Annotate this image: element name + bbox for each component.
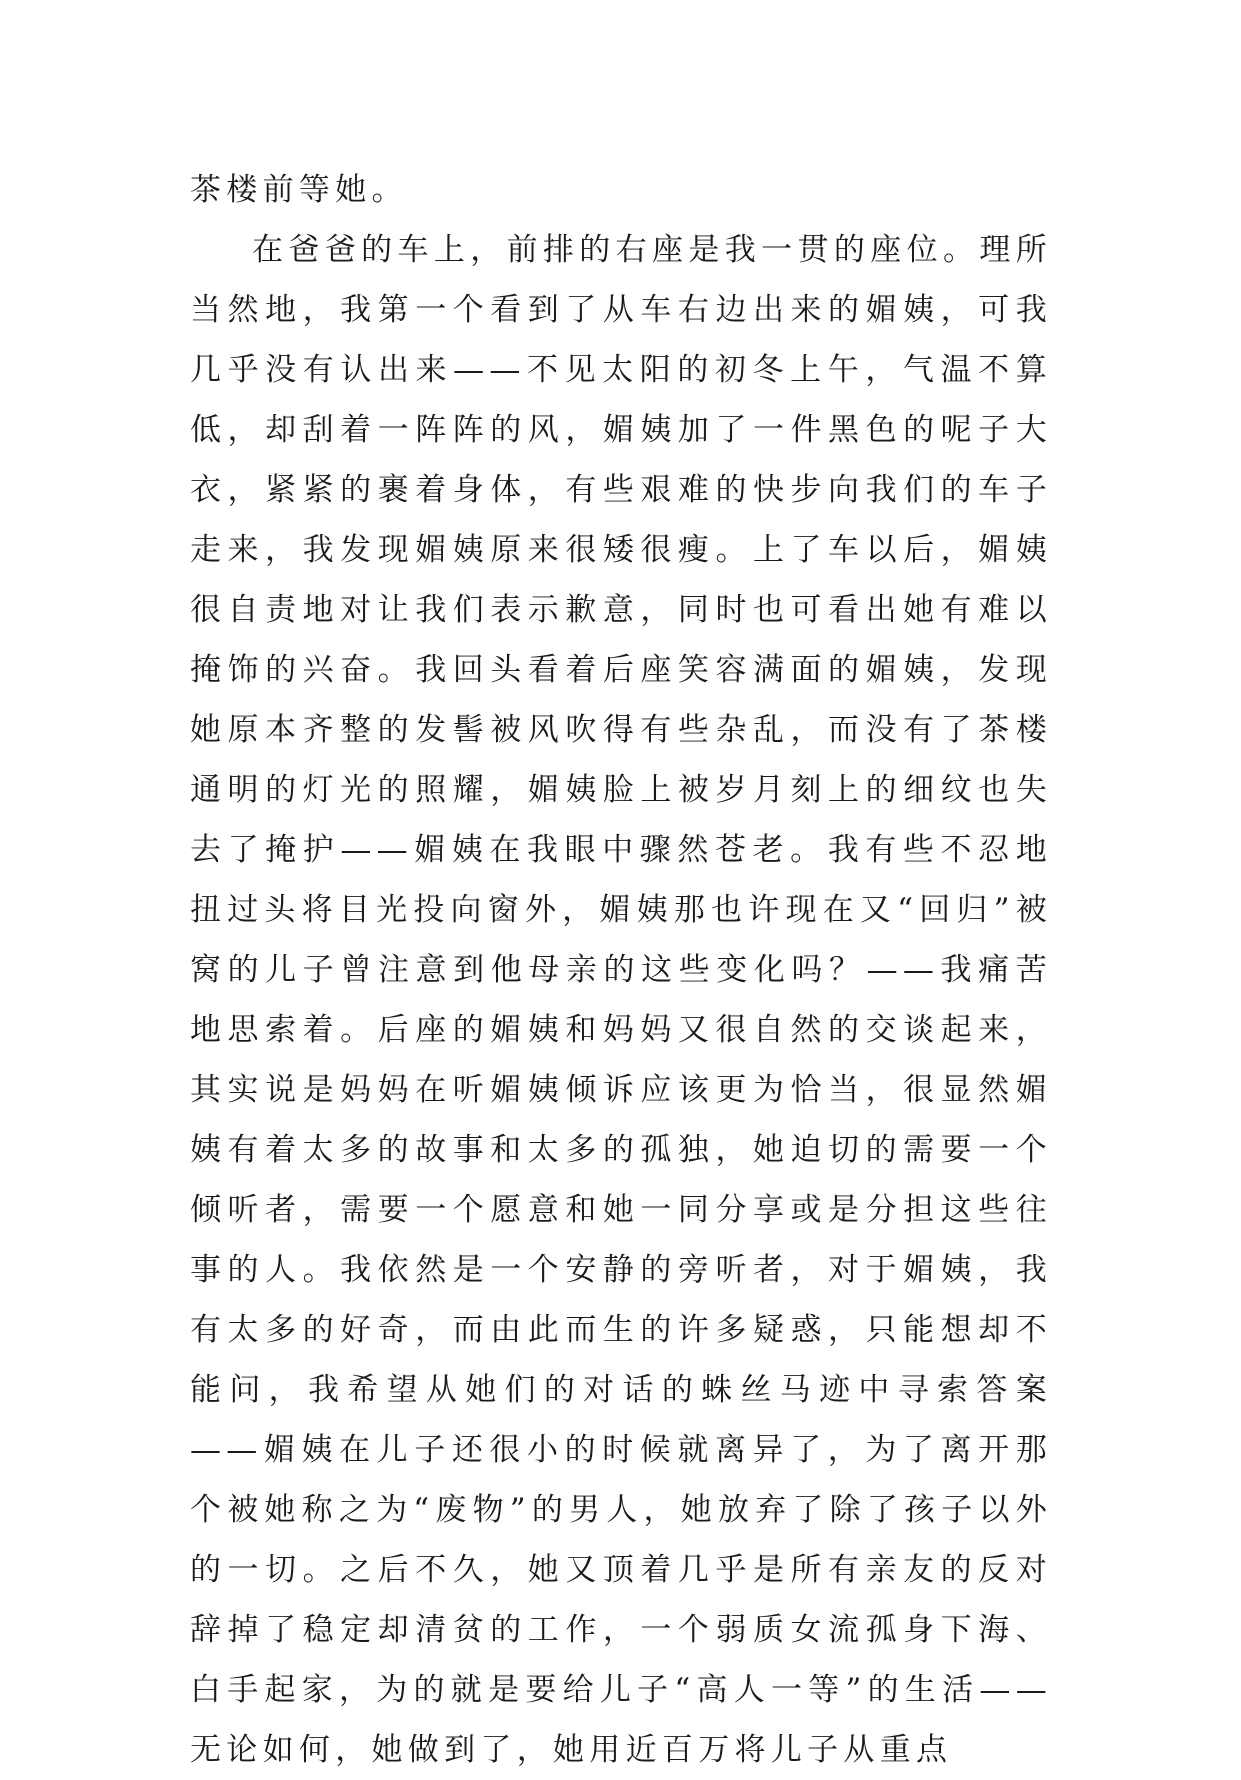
paragraph-continuation: 茶楼前等她。 <box>190 172 408 208</box>
body-text <box>190 160 1052 1780</box>
paragraph: 在爸爸的车上，前排的右座是我一贯的座位。理所当然地，我第一个看到了从车右边出来的媚姨，可我几乎没有认出来——不见太阳的初冬上午，气温不算低，却刮着一阵阵的风，媚姨加了一件黑色的呢子大衣，紧紧的裹着身体，有些艰难的快步向我们的车子走来，我发现媚姨原来很矮很瘦。上了车以后，媚姨很自责地对让我们表示歉意，同时也可看出她有难以掩饰的兴奋。我回头看着后座笑容满面的媚姨，发现她原本齐整的发髻被风吹得有些杂乱，而没有了茶楼通明的灯光的照耀，媚姨脸上被岁月刻上的细纹也失去了掩护——媚姨在我眼中骤然苍老。我有些不忍地扭过头将目光投向窗外，媚姨那也许现在又“回归”被窝的儿子曾注意到他母亲的这些变化吗？——我痛苦地思索着。后座的媚姨和妈妈又很自然的交谈起来，其实说是妈妈在听媚姨倾诉应该更为恰当，很显然媚姨有着太多的故事和太多的孤独，她迫切的需要一个倾听者，需要一个愿意和她一同分享或是分担这些往事的人。我依然是一个安静的旁听者，对于媚姨，我有太多的好奇，而由此而生的许多疑惑，只能想却不能问，我希望从她们的对话的蛛丝马迹中寻索答案——媚姨在儿子还很小的时候就离异了，为了离开那个被她称之为“废物”的男人，她放弃了除了孩子以外的一切。之后不久，她又顶着几乎是所有亲友的反对辞掉了稳定却清贫的工作，一个弱质女流孤身下海、白手起家，为的就是要给儿子“高人一等”的生活——无论如何，她做到了，她用近百万将儿子从重点 <box>190 232 1052 1768</box>
